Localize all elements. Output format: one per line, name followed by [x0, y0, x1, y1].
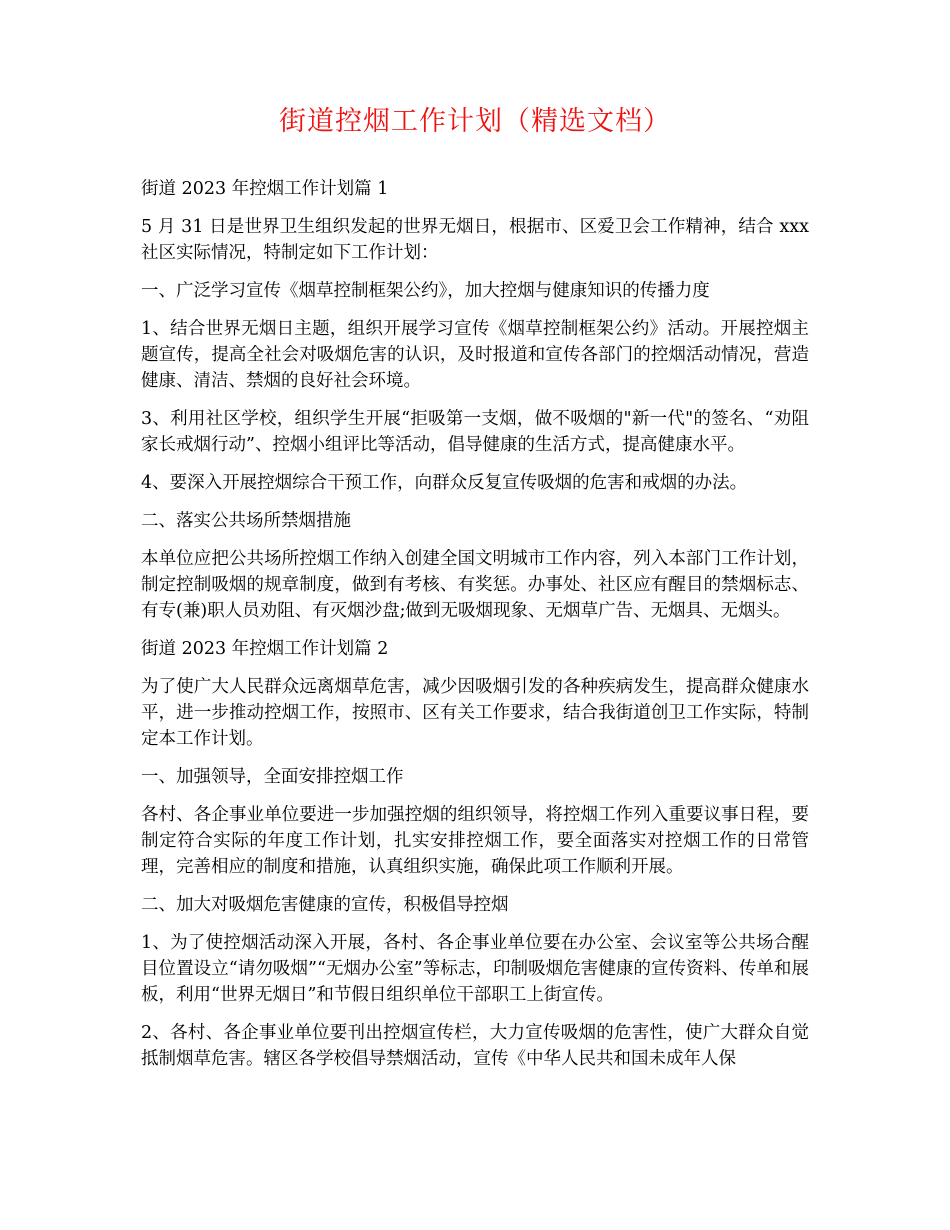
paragraph: 为了使广大人民群众远离烟草危害，减少因吸烟引发的各种疾病发生，提高群众健康水平，进一步推动控烟工作，按照市、区有关工作要求，结合我街道创卫工作实际，特制定本工作计划。 — [141, 677, 809, 749]
paragraph: 一、加强领导，全面安排控烟工作 — [141, 767, 404, 787]
paragraph: 3、利用社区学校，组织学生开展“拒吸第一支烟，做不吸烟的"新一代"的签名、“劝阻家长戒烟行动”、控烟小组评比等活动，倡导健康的生活方式，提高健康水平。 — [141, 409, 809, 455]
paragraph: 街道 2023 年控烟工作计划篇 1 — [141, 179, 389, 199]
document-title: 街道控烟工作计划（精选文档） — [279, 106, 671, 137]
paragraph: 1、结合世界无烟日主题，组织开展学习宣传《烟草控制框架公约》活动。开展控烟主题宣传，提高全社会对吸烟危害的认识，及时报道和宣传各部门的控烟活动情况，营造健康、清洁、禁烟的良好社会环境。 — [141, 319, 809, 391]
paragraph: 4、要深入开展控烟综合干预工作，向群众反复宣传吸烟的危害和戒烟的办法。 — [141, 473, 748, 493]
document-body — [141, 176, 809, 1084]
paragraph: 5 月 31 日是世界卫生组织发起的世界无烟日，根据市、区爱卫会工作精神，结合 xxx 社区实际情况，特制定如下工作计划： — [141, 217, 809, 263]
paragraph: 一、广泛学习宣传《烟草控制框架公约》，加大控烟与健康知识的传播力度 — [141, 281, 710, 301]
paragraph: 二、加大对吸烟危害健康的宣传，积极倡导控烟 — [141, 895, 509, 915]
paragraph: 各村、各企事业单位要进一步加强控烟的组织领导，将控烟工作列入重要议事日程，要制定符合实际的年度工作计划，扎实安排控烟工作，要全面落实对控烟工作的日常管理，完善相应的制度和措施，认真组织实施，确保此项工作顺利开展。 — [141, 805, 809, 877]
paragraph: 二、落实公共场所禁烟措施 — [141, 511, 351, 531]
paragraph: 1、为了使控烟活动深入开展，各村、各企事业单位要在办公室、会议室等公共场合醒目位置设立“请勿吸烟”“无烟办公室”等标志，印制吸烟危害健康的宣传资料、传单和展板，利用“世界无烟日”和节假日组织单位干部职工上街宣传。 — [141, 933, 809, 1005]
paragraph: 街道 2023 年控烟工作计划篇 2 — [141, 639, 389, 659]
paragraph: 本单位应把公共场所控烟工作纳入创建全国文明城市工作内容，列入本部门工作计划，制定控制吸烟的规章制度，做到有考核、有奖惩。办事处、社区应有醒目的禁烟标志、有专(兼)职人员劝阻、有灭烟沙盘;做到无吸烟现象、无烟草广告、无烟具、无烟头。 — [141, 549, 809, 621]
paragraph: 2、各村、各企事业单位要刊出控烟宣传栏，大力宣传吸烟的危害性，使广大群众自觉抵制烟草危害。辖区各学校倡导禁烟活动，宣传《中华人民共和国未成年人保 — [141, 1023, 809, 1069]
